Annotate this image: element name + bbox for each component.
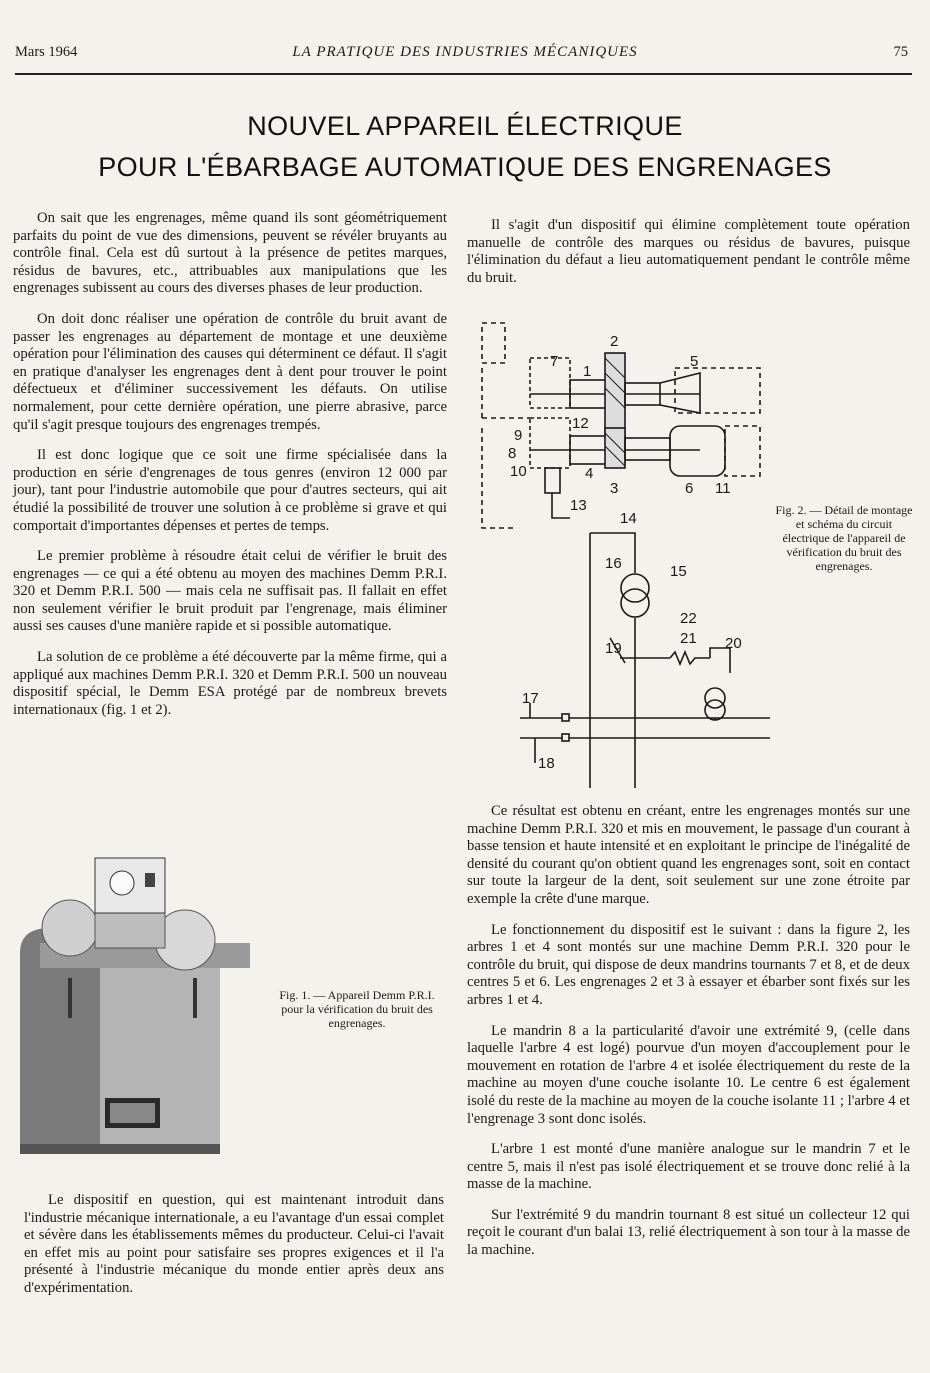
left-column-bottom xyxy=(24,1192,444,1311)
paragraph: Le mandrin 8 a la particularité d'avoir une extrémité 9, (celle dans laquelle l'arbre 4 est logé) pourvue d'un moyen d'accouplement pour le mouvement en rotation de l'arbre 4 et isolée électriquement du reste de la machine au moyen d'une couche isolante 10. Le centre 6 est également isolé du reste de la machine au moyen de la couche isolante 11 ; l'arbre 4 et l'engrenage 3 sont donc isolés. xyxy=(467,1022,910,1127)
right-column-bottom xyxy=(467,803,910,1273)
diagram-label: 6 xyxy=(685,480,694,497)
paragraph: Il s'agit d'un dispositif qui élimine complètement toute opération manuelle de contrôle des marques ou résidus de bavures, puisque l'élimination du défaut a lieu automatiquement pendant le contrôle même du bruit. xyxy=(467,217,910,286)
header-date: Mars 1964 xyxy=(15,44,78,60)
diagram-label: 10 xyxy=(510,463,527,480)
diagram-label: 19 xyxy=(605,640,622,657)
diagram-label: 7 xyxy=(550,353,559,370)
paragraph: Ce résultat est obtenu en créant, entre les engrenages montés sur une machine Demm P.R.I. 320 et mis en mouvement, le passage d'un courant à basse tension et haute intensité et en exploitant le principe de l'inégalité de densité du courant qu'on obtient quand les engrenages sont, soit en contact sur toute la largeur de la dent, soit seulement sur une zone étroite par exemple la crête d'une marque. xyxy=(467,803,910,907)
paragraph: La solution de ce problème a été découverte par la même firme, qui a appliqué aux machines Demm P.R.I. 320 et Demm P.R.I. 500 un nouveau dispositif spécial, le Demm ESA protégé par de nombreux brevets internationaux (fig. 1 et 2). xyxy=(13,649,447,718)
diagram-label: 16 xyxy=(605,555,622,572)
diagram-label: 2 xyxy=(610,333,619,350)
paragraph: L'arbre 1 est monté d'une manière analogue sur le mandrin 7 et le centre 5, mais il n'est pas isolé électriquement et se trouve donc relié à la masse de la machine. xyxy=(467,1141,910,1193)
header-page-number: 75 xyxy=(893,44,908,60)
diagram-label: 8 xyxy=(508,445,517,462)
paragraph: Il est donc logique que ce soit une firme spécialisée dans la production en série d'engrenages de tous genres (environ 12 000 par jour), tant pour l'industrie automobile que pour d'autres secteurs, qui ait étudié la possibilité de trouver une solution à ce problème si grave et qui comportait d'importantes dépenses et pertes de temps. xyxy=(13,447,447,534)
paragraph: On sait que les engrenages, même quand ils sont géométriquement parfaits du point de vue des dimensions, peuvent se révéler bruyants au contrôle final. Cela est dû surtout à la présence de petites marques, résidus de bavures, etc., attribuables aux manipulations que les engrenages subissent au cours des diverses phases de leur production. xyxy=(13,210,447,297)
figure-1-machine-photo xyxy=(10,848,258,1160)
article-title-line-2: POUR L'ÉBARBAGE AUTOMATIQUE DES ENGRENAGES xyxy=(98,152,832,182)
figure-2-circuit-diagram xyxy=(470,318,770,788)
paragraph: Le fonctionnement du dispositif est le suivant : dans la figure 2, les arbres 1 et 4 sont montés sur une machine Demm P.R.I. 320 pour le contrôle du bruit, qui dispose de deux mandrins tournants 7 et 8, et de deux centres 5 et 6. Les engrenages 2 et 3 à essayer et ébarber sont fixés sur les arbres 1 et 4. xyxy=(467,921,910,1008)
diagram-label: 15 xyxy=(670,563,687,580)
left-column xyxy=(13,210,447,732)
diagram-label: 1 xyxy=(583,363,592,380)
diagram-label: 3 xyxy=(610,480,619,497)
diagram-label: 11 xyxy=(715,480,731,497)
header-rule xyxy=(15,73,912,75)
diagram-label: 12 xyxy=(572,415,589,432)
paragraph: Sur l'extrémité 9 du mandrin tournant 8 est situé un collecteur 12 qui reçoit le courant d'un balai 13, relié électriquement à son tour à la masse de la machine. xyxy=(467,1206,910,1259)
paragraph: Le premier problème à résoudre était celui de vérifier le bruit des engrenages — ce qui a été obtenu au moyen des machines Demm P.R.I. 320 et Demm P.R.I. 500 — mais cela ne suffisait pas. Il fallait en effet non seulement vérifier le bruit produit par l'engrenage, mais éliminer aussi ses causes d'une manière rapide et si possible automatique. xyxy=(13,548,447,635)
diagram-label: 20 xyxy=(725,635,742,652)
paragraph: Le dispositif en question, qui est maintenant introduit dans l'industrie mécanique internationale, a eu l'avantage d'un essai complet et sévère dans les établissements mêmes du producteur. Celui-ci l'avait en effet mis au point pour satisfaire ses propres exigences et il l'a présenté à l'industrie mécanique du monde entier après deux ans d'expérimentation. xyxy=(24,1192,444,1296)
article-title-line-1: NOUVEL APPAREIL ÉLECTRIQUE xyxy=(247,111,683,141)
diagram-label: 17 xyxy=(522,690,539,707)
figure-1-caption: Fig. 1. — Appareil Demm P.R.I. pour la vérification du bruit des engrenages. xyxy=(279,988,435,1030)
diagram-label: 18 xyxy=(538,755,555,772)
diagram-label: 14 xyxy=(620,510,637,527)
header-journal-title: LA PRATIQUE DES INDUSTRIES MÉCANIQUES xyxy=(292,44,638,60)
diagram-label: 4 xyxy=(585,465,594,482)
right-column-top xyxy=(467,217,910,300)
diagram-label: 5 xyxy=(690,353,699,370)
diagram-label: 22 xyxy=(680,610,697,627)
diagram-label: 21 xyxy=(680,630,697,647)
figure-2-caption: Fig. 2. — Détail de montage et schéma du circuit électrique de l'appareil de vérification du bruit des engrenages. xyxy=(775,503,913,573)
diagram-label: 9 xyxy=(514,427,523,444)
paragraph: On doit donc réaliser une opération de contrôle du bruit avant de passer les engrenages au département de montage et une deuxième opération pour l'élimination des causes qui déterminent ce défaut. Il s'agit en pratique d'analyser les engrenages dent à dent pour trouver le point défectueux et d'éliminer successivement les défauts. On utilise normalement, pour cette dernière opération, une pierre abrasive, parce qu'il s'agit presque toujours des engrenages trempés. xyxy=(13,310,447,433)
diagram-label: 13 xyxy=(570,497,587,514)
